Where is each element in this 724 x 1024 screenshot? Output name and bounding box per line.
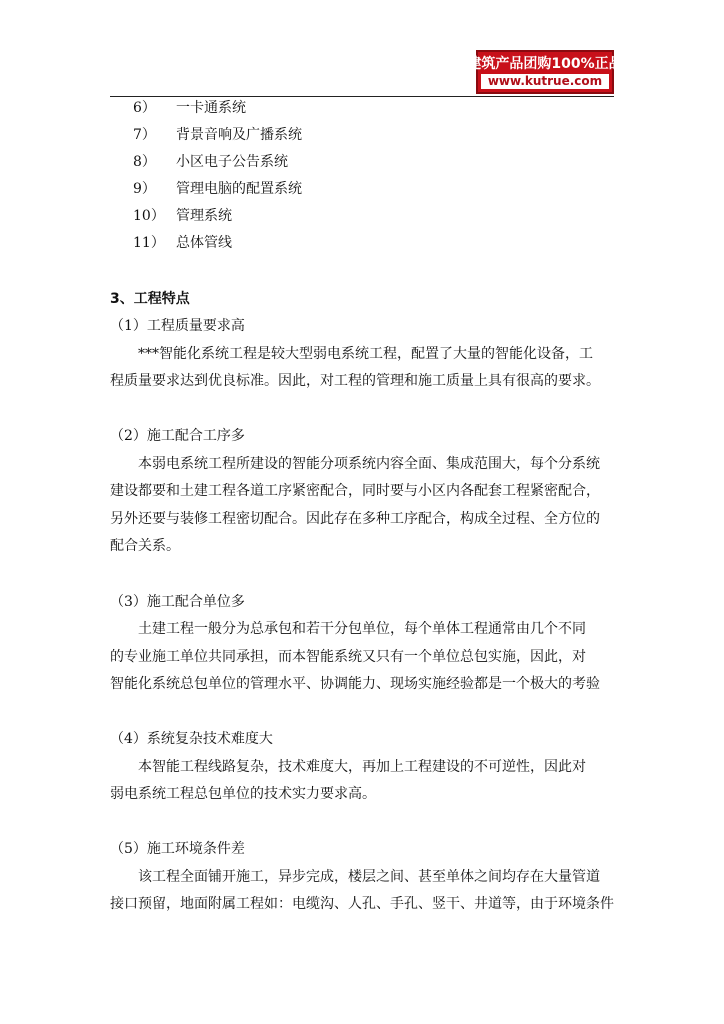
paragraph-line: ***智能化系统工程是较大型弱电系统工程，配置了大量的智能化设备，工	[138, 346, 593, 362]
section-heading: 3、工程特点	[110, 291, 190, 307]
paragraph-line: 本弱电系统工程所建设的智能分项系统内容全面、集成范围大，每个分系统	[138, 456, 600, 472]
list-number: 7）	[133, 127, 156, 143]
list-item: 背景音响及广播系统	[176, 127, 302, 143]
list-item: 管理电脑的配置系统	[176, 181, 302, 197]
paragraph-line: 的专业施工单位共同承担，而本智能系统又只有一个单位总包实施，因此，对	[110, 649, 586, 665]
paragraph-line: 配合关系。	[110, 538, 180, 554]
list-number: 6）	[133, 100, 156, 116]
item-title: （1）工程质量要求高	[110, 318, 245, 334]
list-item: 一卡通系统	[176, 100, 246, 116]
paragraph-line: 接口预留，地面附属工程如：电缆沟、人孔、手孔、竖干、井道等，由于环境条件	[110, 896, 614, 912]
list-number: 10）	[133, 208, 165, 224]
list-item: 总体管线	[176, 235, 232, 251]
paragraph-line: 建设都要和土建工程各道工序紧密配合，同时要与小区内各配套工程紧密配合，	[110, 483, 600, 499]
paragraph-line: 土建工程一般分为总承包和若干分包单位，每个单体工程通常由几个不同	[138, 621, 586, 637]
item-title: （4）系统复杂技术难度大	[110, 731, 273, 747]
item-title: （5）施工环境条件差	[110, 841, 245, 857]
list-item: 小区电子公告系统	[176, 154, 288, 170]
list-number: 9）	[133, 181, 156, 197]
paragraph-line: 程质量要求达到优良标准。因此，对工程的管理和施工质量上具有很高的要求。	[110, 373, 600, 389]
list-item: 管理系统	[176, 208, 232, 224]
list-number: 8）	[133, 154, 156, 170]
paragraph-line: 本智能工程线路复杂，技术难度大，再加上工程建设的不可逆性，因此对	[138, 759, 586, 775]
item-title: （3）施工配合单位多	[110, 594, 245, 610]
stamp-slogan: 建筑产品团购100%正品	[467, 56, 623, 72]
stamp-url: www.kutrue.com	[481, 74, 609, 89]
list-number: 11）	[133, 235, 165, 251]
paragraph-line: 弱电系统工程总包单位的技术实力要求高。	[110, 786, 376, 802]
logo-stamp	[467, 50, 623, 94]
item-title: （2）施工配合工序多	[110, 428, 245, 444]
header-rule	[110, 96, 614, 97]
paragraph-line: 智能化系统总包单位的管理水平、协调能力、现场实施经验都是一个极大的考验	[110, 676, 600, 692]
paragraph-line: 另外还要与装修工程密切配合。因此存在多种工序配合，构成全过程、全方位的	[110, 511, 600, 527]
paragraph-line: 该工程全面铺开施工，异步完成，楼层之间、甚至单体之间均存在大量管道	[138, 869, 600, 885]
